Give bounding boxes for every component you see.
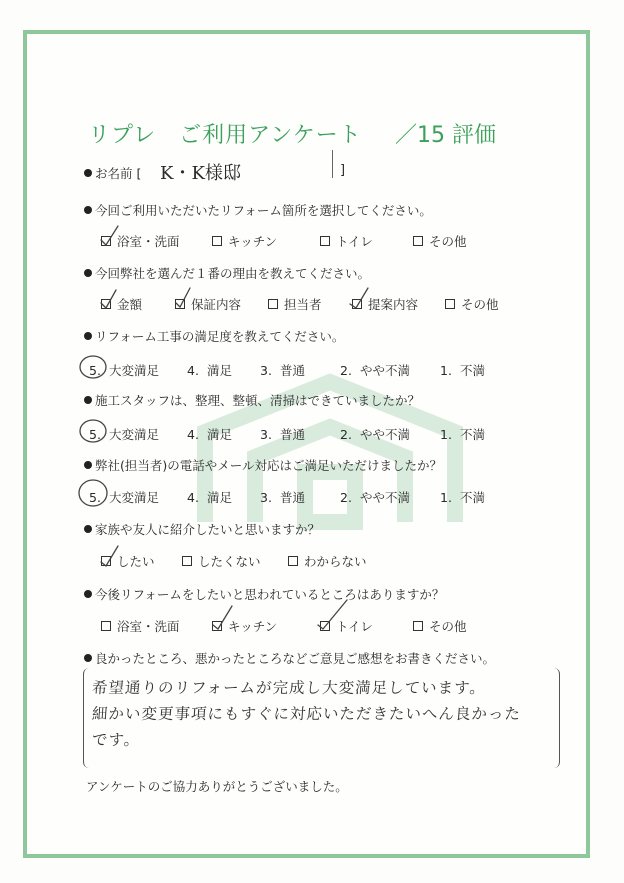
bullet-icon [84, 654, 92, 662]
checkbox-icon[interactable] [320, 236, 330, 246]
checkbox-icon[interactable] [101, 621, 111, 631]
checkbox-icon[interactable] [288, 556, 298, 566]
name-divider [332, 150, 333, 178]
checkbox-icon[interactable] [212, 236, 222, 246]
question-8: 良かったところ、悪かったところなどご意見ご感想をお書きください。 [84, 649, 495, 667]
checkbox-icon[interactable] [175, 299, 185, 309]
q2-option-other[interactable]: その他 [445, 295, 499, 313]
checkbox-icon[interactable] [445, 299, 455, 309]
q7-option-bath[interactable]: 浴室・洗面 [101, 617, 180, 635]
q7-option-other[interactable]: その他 [413, 617, 467, 635]
q3-rating-5[interactable]: 5. 大変満足 [89, 363, 159, 378]
question-5: 弊社(担当者)の電話やメール対応はご満足いただけましたか？ [84, 456, 442, 474]
bullet-icon [84, 396, 92, 404]
bullet-icon [84, 461, 92, 469]
checkbox-icon[interactable] [413, 621, 423, 631]
q2-option-warranty[interactable]: 保証内容 [175, 295, 241, 313]
checkbox-icon[interactable] [101, 236, 111, 246]
q4-rating-1[interactable]: 1. 不満 [440, 427, 485, 442]
q7-option-toilet[interactable]: トイレ [320, 617, 373, 635]
score-label: ／15 評価 [395, 123, 496, 148]
name-bracket-close: ] [340, 163, 346, 178]
q5-rating-4[interactable]: 4. 満足 [187, 490, 232, 505]
q2-option-proposal[interactable]: 提案内容 [352, 295, 418, 313]
checkbox-icon[interactable] [352, 299, 362, 309]
q4-rating-3[interactable]: 3. 普通 [260, 427, 305, 442]
q6-option-unsure[interactable]: わからない [288, 552, 367, 570]
checkbox-icon[interactable] [320, 621, 330, 631]
checkbox-icon[interactable] [268, 299, 278, 309]
name-value[interactable]: K・K様邸 [160, 163, 241, 184]
comment-line-1: 希望通りのリフォームが完成し大変満足しています。 [91, 679, 487, 697]
bullet-icon [84, 206, 92, 214]
q7-option-kitchen[interactable]: キッチン [212, 617, 277, 635]
q5-rating-3[interactable]: 3. 普通 [260, 490, 305, 505]
q5-rating-5[interactable]: 5. 大変満足 [89, 490, 159, 505]
bullet-icon [84, 590, 92, 598]
bullet-icon [84, 169, 92, 177]
q1-option-bath[interactable]: 浴室・洗面 [101, 232, 180, 250]
question-7: 今後リフォームをしたいと思われているところはありますか？ [84, 585, 444, 603]
q5-rating-2[interactable]: 2. やや不満 [340, 490, 410, 505]
q1-option-toilet[interactable]: トイレ [320, 232, 373, 250]
q3-rating-1[interactable]: 1. 不満 [440, 363, 485, 378]
q4-rating-2[interactable]: 2. やや不満 [340, 427, 410, 442]
checkbox-icon[interactable] [101, 299, 111, 309]
checkbox-icon[interactable] [101, 556, 111, 566]
q4-rating-4[interactable]: 4. 満足 [187, 427, 232, 442]
q6-option-yes[interactable]: したい [101, 552, 155, 570]
checkbox-icon[interactable] [413, 236, 423, 246]
question-3: リフォーム工事の満足度を教えてください。 [84, 327, 344, 345]
bullet-icon [84, 332, 92, 340]
bullet-icon [84, 269, 92, 277]
q6-option-no[interactable]: したくない [182, 552, 261, 570]
name-label: お名前 [ [84, 164, 141, 182]
question-1: 今回ご利用いただいたリフォーム箇所を選択してください。 [84, 201, 432, 219]
q1-option-other[interactable]: その他 [413, 232, 467, 250]
q3-rating-2[interactable]: 2. やや不満 [340, 363, 410, 378]
bullet-icon [84, 525, 92, 533]
q4-rating-5[interactable]: 5. 大変満足 [89, 427, 159, 442]
comment-line-2: 細かい変更事項にもすぐに対応いただきたいへん良かった [91, 705, 522, 723]
q2-option-staff[interactable]: 担当者 [268, 295, 322, 313]
thank-you-text: アンケートのご協力ありがとうございました。 [86, 779, 348, 794]
survey-title: リプレ ご利用アンケート [88, 123, 362, 148]
q1-option-kitchen[interactable]: キッチン [212, 232, 277, 250]
checkbox-icon[interactable] [182, 556, 192, 566]
q2-option-price[interactable]: 金額 [101, 295, 142, 313]
question-4: 施工スタッフは、整理、整頓、清掃はできていましたか？ [84, 391, 420, 409]
q3-rating-3[interactable]: 3. 普通 [260, 363, 305, 378]
question-2: 今回弊社を選んだ１番の理由を教えてください。 [84, 264, 370, 282]
comment-line-3: です。 [91, 731, 141, 749]
checkbox-icon[interactable] [212, 621, 222, 631]
q3-rating-4[interactable]: 4. 満足 [187, 363, 232, 378]
question-6: 家族や友人に紹介したいと思いますか？ [84, 520, 320, 538]
q5-rating-1[interactable]: 1. 不満 [440, 490, 485, 505]
